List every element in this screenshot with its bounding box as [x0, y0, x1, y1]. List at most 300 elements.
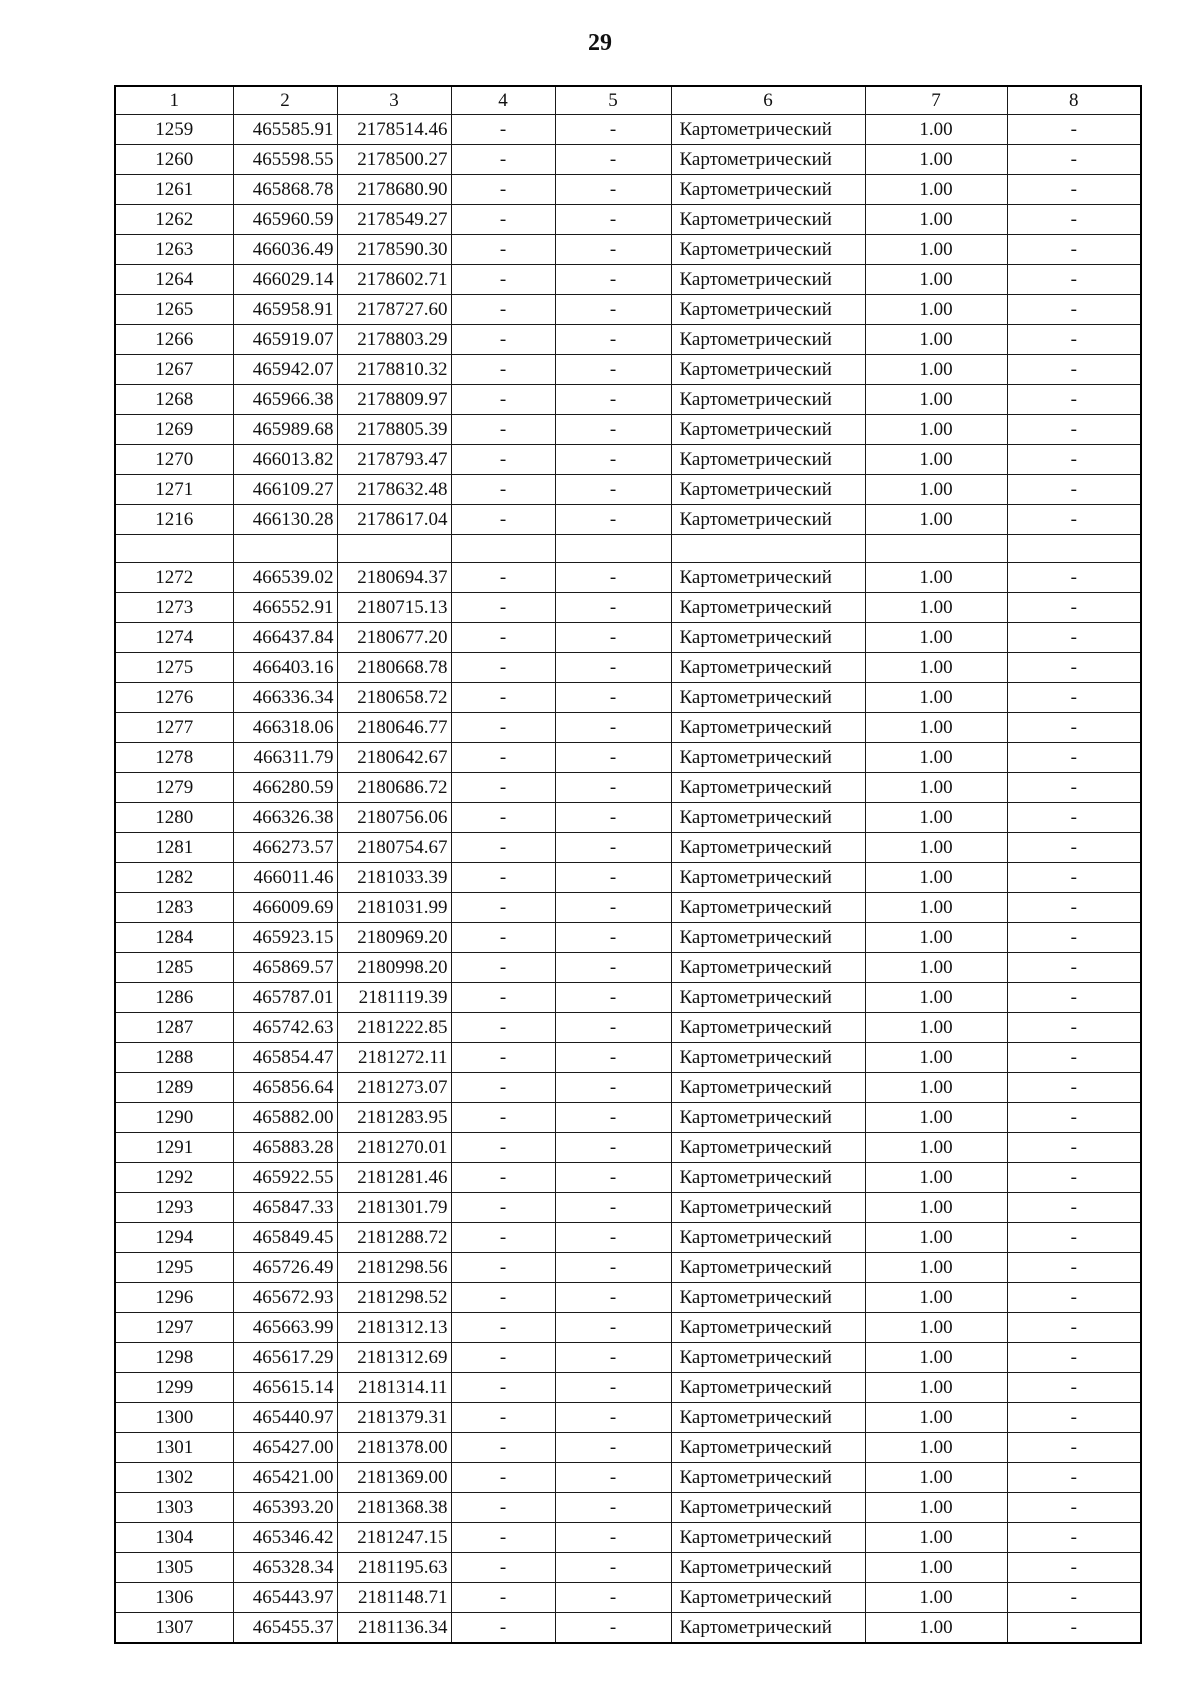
table-row — [115, 115, 1141, 145]
y-coordinate-cell: 2181222.85 — [337, 1013, 451, 1043]
cell-col-4: - — [451, 1463, 555, 1493]
cell-col-5: - — [555, 1313, 671, 1343]
cell-col-4: - — [451, 1493, 555, 1523]
accuracy-cell: 1.00 — [865, 1463, 1007, 1493]
y-coordinate-cell: 2181281.46 — [337, 1163, 451, 1193]
cell-col-4: - — [451, 653, 555, 683]
cell-col-8: - — [1007, 653, 1141, 683]
point-number-cell: 1269 — [115, 415, 233, 445]
y-coordinate-cell: 2178805.39 — [337, 415, 451, 445]
table-row — [115, 1463, 1141, 1493]
table-row — [115, 1283, 1141, 1313]
table-row — [115, 355, 1141, 385]
y-coordinate-cell: 2181195.63 — [337, 1553, 451, 1583]
y-coordinate-cell: 2181270.01 — [337, 1133, 451, 1163]
accuracy-cell: 1.00 — [865, 1373, 1007, 1403]
cell-col-8: - — [1007, 1283, 1141, 1313]
cell-col-4: - — [451, 833, 555, 863]
cell-col-5: - — [555, 713, 671, 743]
cell-col-8: - — [1007, 475, 1141, 505]
y-coordinate-cell: 2180998.20 — [337, 953, 451, 983]
y-coordinate-cell: 2178793.47 — [337, 445, 451, 475]
accuracy-cell: 1.00 — [865, 1223, 1007, 1253]
point-number-cell: 1267 — [115, 355, 233, 385]
cell-col-8: - — [1007, 1613, 1141, 1644]
method-cell: Картометрический — [671, 235, 865, 265]
accuracy-cell: 1.00 — [865, 563, 1007, 593]
cell-col-5: - — [555, 983, 671, 1013]
point-number-cell: 1306 — [115, 1583, 233, 1613]
y-coordinate-cell: 2181301.79 — [337, 1193, 451, 1223]
cell-col-4: - — [451, 325, 555, 355]
cell-col-4: - — [451, 295, 555, 325]
cell-col-4: - — [451, 1613, 555, 1644]
x-coordinate-cell: 466029.14 — [233, 265, 337, 295]
method-cell: Картометрический — [671, 1283, 865, 1313]
table-row — [115, 683, 1141, 713]
y-coordinate-cell: 2181272.11 — [337, 1043, 451, 1073]
accuracy-cell: 1.00 — [865, 1313, 1007, 1343]
y-coordinate-cell: 2180756.06 — [337, 803, 451, 833]
point-number-cell: 1303 — [115, 1493, 233, 1523]
accuracy-cell: 1.00 — [865, 1163, 1007, 1193]
cell-col-8: - — [1007, 1013, 1141, 1043]
point-number-cell: 1284 — [115, 923, 233, 953]
x-coordinate-cell: 465672.93 — [233, 1283, 337, 1313]
x-coordinate-cell: 465787.01 — [233, 983, 337, 1013]
table-row — [115, 593, 1141, 623]
point-number-cell: 1275 — [115, 653, 233, 683]
method-cell: Картометрический — [671, 773, 865, 803]
y-coordinate-cell: 2180668.78 — [337, 653, 451, 683]
cell-col-5: - — [555, 325, 671, 355]
column-header: 6 — [671, 86, 865, 115]
cell-col-5: - — [555, 235, 671, 265]
cell-col-4: - — [451, 1373, 555, 1403]
y-coordinate-cell: 2181247.15 — [337, 1523, 451, 1553]
cell-col-4: - — [451, 1103, 555, 1133]
cell-col-5: - — [555, 115, 671, 145]
cell-col-8: - — [1007, 983, 1141, 1013]
accuracy-cell: 1.00 — [865, 1583, 1007, 1613]
accuracy-cell: 1.00 — [865, 1613, 1007, 1644]
table-row — [115, 295, 1141, 325]
x-coordinate-cell: 465922.55 — [233, 1163, 337, 1193]
x-coordinate-cell: 465960.59 — [233, 205, 337, 235]
point-number-cell: 1307 — [115, 1613, 233, 1644]
method-cell: Картометрический — [671, 983, 865, 1013]
cell-col-4: - — [451, 415, 555, 445]
table-row — [115, 1073, 1141, 1103]
y-coordinate-cell: 2181314.11 — [337, 1373, 451, 1403]
cell-col-8: - — [1007, 265, 1141, 295]
column-header: 2 — [233, 86, 337, 115]
table-row — [115, 145, 1141, 175]
cell-col-4: - — [451, 175, 555, 205]
y-coordinate-cell: 2180677.20 — [337, 623, 451, 653]
method-cell — [671, 535, 865, 563]
method-cell: Картометрический — [671, 475, 865, 505]
x-coordinate-cell: 465455.37 — [233, 1613, 337, 1644]
point-number-cell: 1265 — [115, 295, 233, 325]
method-cell: Картометрический — [671, 953, 865, 983]
x-coordinate-cell: 465742.63 — [233, 1013, 337, 1043]
method-cell: Картометрический — [671, 1223, 865, 1253]
accuracy-cell: 1.00 — [865, 235, 1007, 265]
cell-col-5: - — [555, 683, 671, 713]
table-row — [115, 1403, 1141, 1433]
point-number-cell: 1299 — [115, 1373, 233, 1403]
cell-col-5: - — [555, 1403, 671, 1433]
accuracy-cell: 1.00 — [865, 505, 1007, 535]
table-row — [115, 475, 1141, 505]
cell-col-5: - — [555, 1073, 671, 1103]
table-row — [115, 1373, 1141, 1403]
cell-col-8: - — [1007, 863, 1141, 893]
x-coordinate-cell: 465849.45 — [233, 1223, 337, 1253]
y-coordinate-cell: 2181136.34 — [337, 1613, 451, 1644]
method-cell: Картометрический — [671, 1343, 865, 1373]
cell-col-5: - — [555, 923, 671, 953]
cell-col-5: - — [555, 1373, 671, 1403]
y-coordinate-cell — [337, 535, 451, 563]
cell-col-4: - — [451, 1043, 555, 1073]
x-coordinate-cell: 466036.49 — [233, 235, 337, 265]
y-coordinate-cell: 2181378.00 — [337, 1433, 451, 1463]
cell-col-5: - — [555, 205, 671, 235]
accuracy-cell: 1.00 — [865, 923, 1007, 953]
point-number-cell: 1278 — [115, 743, 233, 773]
point-number-cell: 1288 — [115, 1043, 233, 1073]
method-cell: Картометрический — [671, 1313, 865, 1343]
column-header: 3 — [337, 86, 451, 115]
x-coordinate-cell: 466011.46 — [233, 863, 337, 893]
table-row — [115, 773, 1141, 803]
y-coordinate-cell: 2180754.67 — [337, 833, 451, 863]
cell-col-5: - — [555, 355, 671, 385]
accuracy-cell: 1.00 — [865, 743, 1007, 773]
method-cell: Картометрический — [671, 1433, 865, 1463]
cell-col-8: - — [1007, 115, 1141, 145]
point-number-cell: 1290 — [115, 1103, 233, 1133]
cell-col-8: - — [1007, 1133, 1141, 1163]
accuracy-cell: 1.00 — [865, 115, 1007, 145]
cell-col-4: - — [451, 1073, 555, 1103]
point-number-cell: 1305 — [115, 1553, 233, 1583]
cell-col-8: - — [1007, 773, 1141, 803]
accuracy-cell: 1.00 — [865, 593, 1007, 623]
cell-col-5: - — [555, 953, 671, 983]
cell-col-4: - — [451, 563, 555, 593]
cell-col-5: - — [555, 1163, 671, 1193]
point-number-cell: 1302 — [115, 1463, 233, 1493]
method-cell: Картометрический — [671, 653, 865, 683]
method-cell: Картометрический — [671, 833, 865, 863]
accuracy-cell: 1.00 — [865, 983, 1007, 1013]
point-number-cell: 1295 — [115, 1253, 233, 1283]
x-coordinate-cell: 465942.07 — [233, 355, 337, 385]
method-cell: Картометрический — [671, 505, 865, 535]
method-cell: Картометрический — [671, 1013, 865, 1043]
cell-col-4: - — [451, 1433, 555, 1463]
y-coordinate-cell: 2181298.56 — [337, 1253, 451, 1283]
y-coordinate-cell: 2181031.99 — [337, 893, 451, 923]
cell-col-4: - — [451, 1343, 555, 1373]
column-header: 8 — [1007, 86, 1141, 115]
table-row — [115, 983, 1141, 1013]
point-number-cell: 1277 — [115, 713, 233, 743]
accuracy-cell: 1.00 — [865, 265, 1007, 295]
accuracy-cell: 1.00 — [865, 1193, 1007, 1223]
table-row — [115, 923, 1141, 953]
accuracy-cell: 1.00 — [865, 1433, 1007, 1463]
x-coordinate-cell: 465615.14 — [233, 1373, 337, 1403]
table-row — [115, 953, 1141, 983]
x-coordinate-cell: 465869.57 — [233, 953, 337, 983]
cell-col-8: - — [1007, 743, 1141, 773]
cell-col-8 — [1007, 535, 1141, 563]
cell-col-5: - — [555, 563, 671, 593]
cell-col-8: - — [1007, 415, 1141, 445]
y-coordinate-cell: 2178617.04 — [337, 505, 451, 535]
accuracy-cell: 1.00 — [865, 1493, 1007, 1523]
cell-col-4: - — [451, 235, 555, 265]
point-number-cell: 1294 — [115, 1223, 233, 1253]
y-coordinate-cell: 2178809.97 — [337, 385, 451, 415]
cell-col-4: - — [451, 1403, 555, 1433]
cell-col-8: - — [1007, 385, 1141, 415]
table-row — [115, 1613, 1141, 1644]
x-coordinate-cell: 465856.64 — [233, 1073, 337, 1103]
cell-col-5: - — [555, 893, 671, 923]
method-cell: Картометрический — [671, 743, 865, 773]
cell-col-5: - — [555, 1463, 671, 1493]
accuracy-cell: 1.00 — [865, 1133, 1007, 1163]
cell-col-4: - — [451, 115, 555, 145]
cell-col-8: - — [1007, 803, 1141, 833]
cell-col-8: - — [1007, 1523, 1141, 1553]
point-number-cell: 1261 — [115, 175, 233, 205]
cell-col-5: - — [555, 415, 671, 445]
accuracy-cell: 1.00 — [865, 863, 1007, 893]
point-number-cell: 1264 — [115, 265, 233, 295]
accuracy-cell: 1.00 — [865, 953, 1007, 983]
table-header-row — [115, 86, 1141, 115]
x-coordinate-cell: 465440.97 — [233, 1403, 337, 1433]
method-cell: Картометрический — [671, 1133, 865, 1163]
cell-col-4: - — [451, 445, 555, 475]
x-coordinate-cell: 466311.79 — [233, 743, 337, 773]
y-coordinate-cell: 2178810.32 — [337, 355, 451, 385]
accuracy-cell: 1.00 — [865, 1073, 1007, 1103]
table-row — [115, 1133, 1141, 1163]
y-coordinate-cell: 2181369.00 — [337, 1463, 451, 1493]
x-coordinate-cell: 466318.06 — [233, 713, 337, 743]
accuracy-cell: 1.00 — [865, 445, 1007, 475]
accuracy-cell: 1.00 — [865, 1043, 1007, 1073]
cell-col-5: - — [555, 1253, 671, 1283]
y-coordinate-cell: 2178514.46 — [337, 115, 451, 145]
cell-col-8: - — [1007, 623, 1141, 653]
method-cell: Картометрический — [671, 803, 865, 833]
y-coordinate-cell: 2180694.37 — [337, 563, 451, 593]
cell-col-8: - — [1007, 1433, 1141, 1463]
accuracy-cell: 1.00 — [865, 1403, 1007, 1433]
method-cell: Картометрический — [671, 325, 865, 355]
column-header: 1 — [115, 86, 233, 115]
table-row — [115, 1523, 1141, 1553]
point-number-cell: 1287 — [115, 1013, 233, 1043]
cell-col-5: - — [555, 1553, 671, 1583]
cell-col-5: - — [555, 445, 671, 475]
x-coordinate-cell: 465923.15 — [233, 923, 337, 953]
cell-col-8: - — [1007, 505, 1141, 535]
cell-col-5 — [555, 535, 671, 563]
cell-col-4: - — [451, 205, 555, 235]
cell-col-8: - — [1007, 145, 1141, 175]
cell-col-4: - — [451, 953, 555, 983]
y-coordinate-cell: 2181288.72 — [337, 1223, 451, 1253]
cell-col-8: - — [1007, 1103, 1141, 1133]
cell-col-8: - — [1007, 713, 1141, 743]
x-coordinate-cell: 465883.28 — [233, 1133, 337, 1163]
accuracy-cell: 1.00 — [865, 833, 1007, 863]
point-number-cell: 1279 — [115, 773, 233, 803]
cell-col-4: - — [451, 1583, 555, 1613]
point-number-cell: 1297 — [115, 1313, 233, 1343]
cell-col-8: - — [1007, 893, 1141, 923]
table-row — [115, 235, 1141, 265]
point-number-cell: 1283 — [115, 893, 233, 923]
accuracy-cell: 1.00 — [865, 1013, 1007, 1043]
accuracy-cell: 1.00 — [865, 1553, 1007, 1583]
x-coordinate-cell: 466130.28 — [233, 505, 337, 535]
cell-col-8: - — [1007, 1163, 1141, 1193]
table-row — [115, 1313, 1141, 1343]
x-coordinate-cell: 466109.27 — [233, 475, 337, 505]
cell-col-5: - — [555, 833, 671, 863]
cell-col-8: - — [1007, 235, 1141, 265]
cell-col-5: - — [555, 1613, 671, 1644]
table-row — [115, 1583, 1141, 1613]
cell-col-5: - — [555, 505, 671, 535]
table-row — [115, 893, 1141, 923]
y-coordinate-cell: 2178727.60 — [337, 295, 451, 325]
cell-col-5: - — [555, 863, 671, 893]
x-coordinate-cell: 465919.07 — [233, 325, 337, 355]
cell-col-5: - — [555, 1103, 671, 1133]
method-cell: Картометрический — [671, 1493, 865, 1523]
cell-col-4: - — [451, 355, 555, 385]
cell-col-8: - — [1007, 1583, 1141, 1613]
table-row — [115, 175, 1141, 205]
method-cell: Картометрический — [671, 1193, 865, 1223]
cell-col-8: - — [1007, 1463, 1141, 1493]
point-number-cell: 1285 — [115, 953, 233, 983]
accuracy-cell: 1.00 — [865, 355, 1007, 385]
point-number-cell: 1270 — [115, 445, 233, 475]
cell-col-5: - — [555, 145, 671, 175]
table-row — [115, 1163, 1141, 1193]
method-cell: Картометрический — [671, 1463, 865, 1493]
method-cell: Картометрический — [671, 175, 865, 205]
cell-col-8: - — [1007, 325, 1141, 355]
cell-col-4: - — [451, 1313, 555, 1343]
table-row — [115, 535, 1141, 563]
cell-col-8: - — [1007, 1403, 1141, 1433]
accuracy-cell — [865, 535, 1007, 563]
y-coordinate-cell: 2178803.29 — [337, 325, 451, 355]
accuracy-cell: 1.00 — [865, 683, 1007, 713]
cell-col-8: - — [1007, 295, 1141, 325]
table-row — [115, 1433, 1141, 1463]
x-coordinate-cell: 465958.91 — [233, 295, 337, 325]
cell-col-4: - — [451, 803, 555, 833]
point-number-cell: 1260 — [115, 145, 233, 175]
point-number-cell — [115, 535, 233, 563]
point-number-cell: 1301 — [115, 1433, 233, 1463]
method-cell: Картометрический — [671, 205, 865, 235]
accuracy-cell: 1.00 — [865, 385, 1007, 415]
x-coordinate-cell: 466326.38 — [233, 803, 337, 833]
method-cell: Картометрический — [671, 1163, 865, 1193]
accuracy-cell: 1.00 — [865, 773, 1007, 803]
cell-col-8: - — [1007, 683, 1141, 713]
x-coordinate-cell: 465726.49 — [233, 1253, 337, 1283]
point-number-cell: 1266 — [115, 325, 233, 355]
cell-col-4: - — [451, 1133, 555, 1163]
point-number-cell: 1280 — [115, 803, 233, 833]
table-row — [115, 833, 1141, 863]
accuracy-cell: 1.00 — [865, 713, 1007, 743]
cell-col-8: - — [1007, 1373, 1141, 1403]
x-coordinate-cell: 465663.99 — [233, 1313, 337, 1343]
accuracy-cell: 1.00 — [865, 1283, 1007, 1313]
method-cell: Картометрический — [671, 1043, 865, 1073]
method-cell: Картометрический — [671, 295, 865, 325]
accuracy-cell: 1.00 — [865, 653, 1007, 683]
y-coordinate-cell: 2178549.27 — [337, 205, 451, 235]
cell-col-5: - — [555, 1133, 671, 1163]
point-number-cell: 1271 — [115, 475, 233, 505]
y-coordinate-cell: 2181033.39 — [337, 863, 451, 893]
cell-col-4: - — [451, 863, 555, 893]
point-number-cell: 1273 — [115, 593, 233, 623]
table-row — [115, 1013, 1141, 1043]
point-number-cell: 1293 — [115, 1193, 233, 1223]
accuracy-cell: 1.00 — [865, 1343, 1007, 1373]
table-row — [115, 713, 1141, 743]
method-cell: Картометрический — [671, 1103, 865, 1133]
column-header: 4 — [451, 86, 555, 115]
y-coordinate-cell: 2181119.39 — [337, 983, 451, 1013]
point-number-cell: 1272 — [115, 563, 233, 593]
coordinates-table — [114, 85, 1142, 1644]
cell-col-8: - — [1007, 953, 1141, 983]
x-coordinate-cell: 466437.84 — [233, 623, 337, 653]
cell-col-4: - — [451, 713, 555, 743]
cell-col-5: - — [555, 475, 671, 505]
cell-col-8: - — [1007, 445, 1141, 475]
table-row — [115, 445, 1141, 475]
y-coordinate-cell: 2178680.90 — [337, 175, 451, 205]
point-number-cell: 1291 — [115, 1133, 233, 1163]
cell-col-4: - — [451, 743, 555, 773]
method-cell: Картометрический — [671, 893, 865, 923]
point-number-cell: 1286 — [115, 983, 233, 1013]
cell-col-8: - — [1007, 1553, 1141, 1583]
x-coordinate-cell: 466403.16 — [233, 653, 337, 683]
